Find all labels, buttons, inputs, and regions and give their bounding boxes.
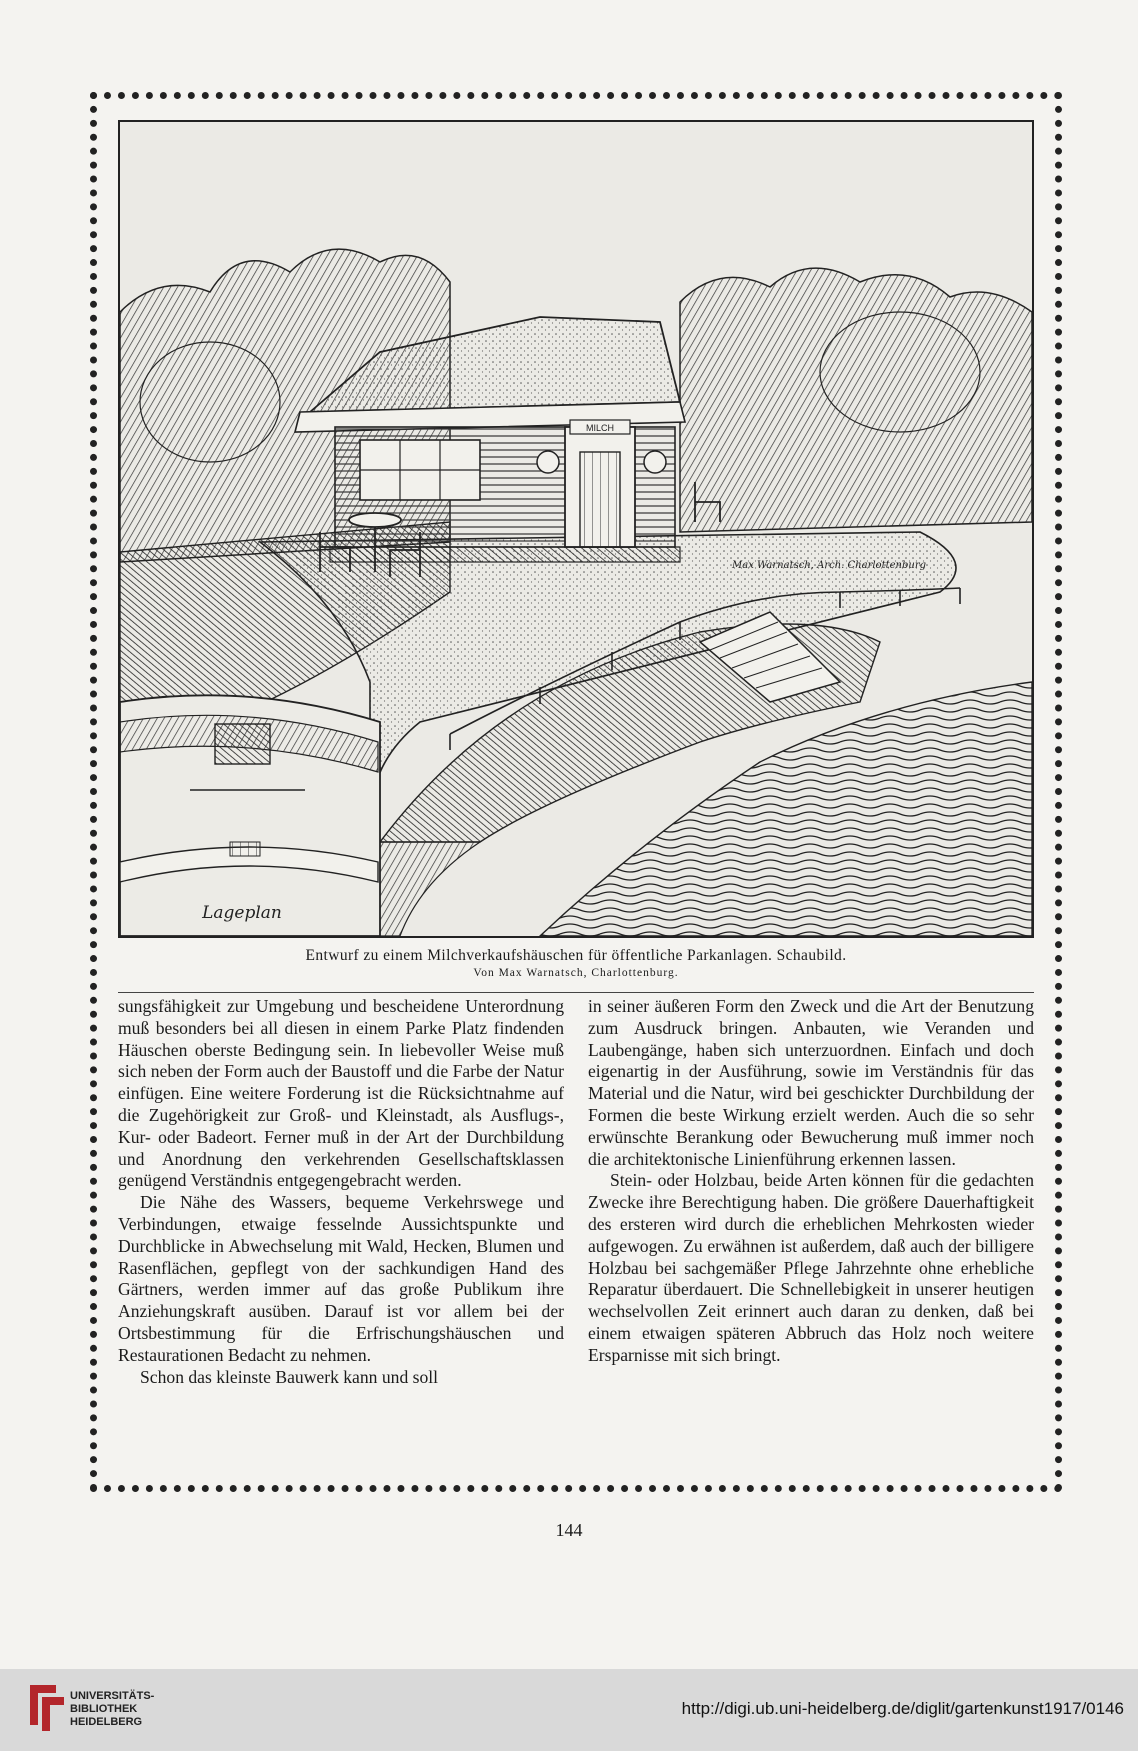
page-number: 144	[555, 1520, 583, 1540]
column-right	[588, 996, 1034, 1472]
source-url-link[interactable]: http://digi.ub.uni-heidelberg.de/diglit/gartenkunst1917/0146	[681, 1699, 1124, 1718]
library-logo-icon	[26, 1679, 68, 1735]
paragraph: Schon das kleinste Bauwerk kann und soll	[140, 1366, 439, 1387]
caption-main: Entwurf zu einem Milchverkaufshäuschen für öffentliche Parkanlagen. Schaubild.	[305, 947, 847, 964]
library-name-line: BIBLIOTHEK	[70, 1703, 138, 1715]
illustration-frame	[118, 120, 1034, 938]
caption-divider	[118, 992, 1034, 993]
library-name-line: HEIDELBERG	[70, 1716, 143, 1728]
library-name-line: UNIVERSITÄTS-	[70, 1690, 155, 1702]
lageplan-inset	[120, 695, 380, 936]
lageplan-label: Lageplan	[202, 903, 282, 923]
milch-sign: MILCH	[585, 423, 615, 433]
artist-signature: Max Warnatsch, Arch. Charlottenburg	[732, 560, 926, 571]
paragraph: sungsfähigkeit zur Umgebung und bescheidene Unterordnung muß besonders bei all diesen in einem Parke Platz findenden Häuschen oberste Bedingung sein. In liebevoller Weise muß sich neben der Form auch der Baustoff und die Farbe der Natur einfügen. Eine weitere Forderung ist die Rücksichtnahme auf die Zugehörigkeit zur Groß- und Kleinstadt, als Ausflugs-, Kur- oder Badeort. Ferner muß in der Art der Durchbildung und Anordnung den verkehrenden Gesellschaftsklassen genügend Verständnis entgegengebracht werden.	[118, 996, 564, 1191]
caption-credit: Von Max Warnatsch, Charlottenburg.	[473, 967, 679, 979]
paragraph: Stein- oder Holzbau, beide Arten können für die gedachten Zwecke ihre Berechtigung haben. Die größere Dauerhaftigkeit des ersteren wird durch die erheblichen Mehrkosten wieder aufgewogen. Zu erwähnen ist außerdem, daß auch der billigere Holzbau bei sachgemäßer Pflege Jahrzehnte ohne erhebliche Reparatur überdauert. Die Schnellebigkeit in unserer heutigen wechselvollen Zeit erinnert auch daran zu denken, daß bei einem etwaigen späteren Abbruch das Holz noch weitere Ersparnisse mit sich bringt.	[588, 1170, 1034, 1365]
illustration-drawing	[120, 122, 1032, 936]
paragraph: Die Nähe des Wassers, bequeme Verkehrswege und Verbindungen, etwaige fesselnde Aussichtspunkte und Durchblicke in Abwechselung mit Wald, Hecken, Blumen und Rasenflächen, gepflegt von der sachkundigen Hand des Gärtners, werden immer auf das große Publikum ihre Anziehungskraft ausüben. Darauf ist vor allem bei der Ortsbestimmung für die Erfrischungshäuschen und Restaurationen Bedacht zu nehmen.	[118, 1192, 564, 1365]
paragraph: in seiner äußeren Form den Zweck und die Art der Benutzung zum Ausdruck bringen. Anbauten, wie Veranden und Laubengänge, haben sich unterzuordnen. Einfach und doch eigenartig in der Ausführung, sowie im Verständnis für das Material und die Natur, wird bei geschickter Durchbildung der Formen die beste Wirkung erzielt werden. Auch die so sehr erwünschte Berankung oder Bewucherung muß immer noch die architektonische Linienführung erkennen lassen.	[588, 996, 1034, 1169]
figure-caption	[118, 947, 1034, 979]
library-name	[70, 1690, 154, 1729]
footer-bar	[0, 1669, 1138, 1751]
text-columns	[118, 996, 1034, 1472]
column-left	[118, 996, 564, 1472]
